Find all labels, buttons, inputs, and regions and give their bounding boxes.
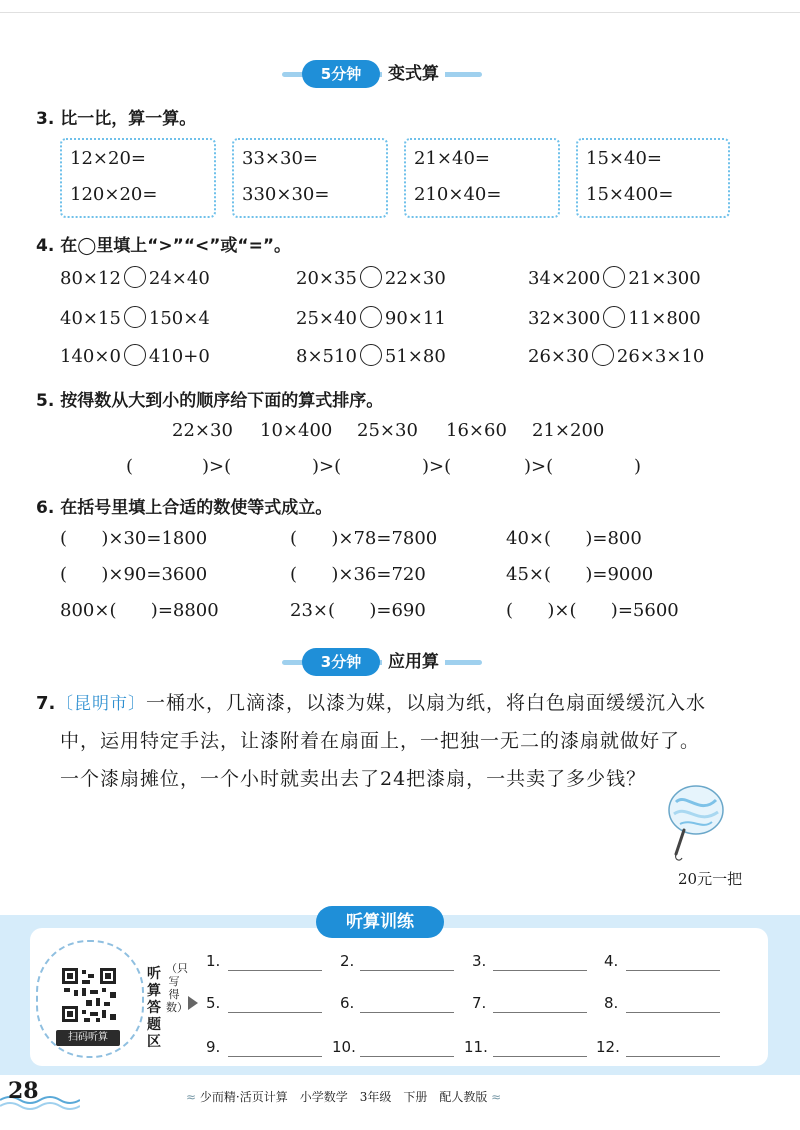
lacquer-fan-illustration	[650, 782, 730, 864]
answer-number: 3.	[472, 952, 487, 970]
answer-area-note: （只写得数）	[166, 962, 188, 1014]
q5-expr: 16×60	[446, 420, 507, 441]
q6-equation: 45×( )=9000	[506, 564, 654, 585]
q7-line-3: 一个漆扇摊位，一个小时就卖出去了24把漆扇，一共卖了多少钱？	[60, 768, 647, 790]
order-paren: )>(	[524, 456, 554, 477]
answer-number: 5.	[206, 994, 221, 1012]
q4-left: 40×15	[60, 308, 121, 329]
q4-item	[296, 344, 446, 367]
q3-expr: 210×40=	[414, 184, 502, 205]
question-7-number: 7.	[36, 693, 56, 714]
answer-number: 4.	[604, 952, 619, 970]
q4-item	[528, 266, 701, 289]
order-paren: )>(	[312, 456, 342, 477]
q4-right: 24×40	[148, 268, 210, 289]
q4-left: 32×300	[528, 308, 601, 329]
q3-box-3	[404, 138, 560, 218]
answer-line[interactable]	[626, 970, 720, 971]
answer-slot	[472, 952, 486, 970]
question-6-title: 6. 在括号里填上合适的数使等式成立。	[36, 498, 333, 518]
q3-box-4	[576, 138, 730, 218]
answer-line[interactable]	[360, 1056, 454, 1057]
q6-equation: ( )×78=7800	[290, 528, 438, 549]
q6-equation: ( )×90=3600	[60, 564, 208, 585]
q4-left: 80×12	[60, 268, 121, 289]
answer-line[interactable]	[493, 1012, 587, 1013]
q4-left: 20×35	[296, 268, 357, 289]
answer-slot	[206, 1038, 220, 1056]
q4-item	[296, 306, 446, 329]
time-badge: 3分钟	[302, 648, 380, 676]
q3-box-2	[232, 138, 388, 218]
answer-number: 6.	[340, 994, 355, 1012]
q7-text: 一桶水，几滴漆，以漆为媒，以扇为纸，将白色扇面缓缓沉入水	[146, 692, 707, 714]
question-4-title: 4. 在◯里填上“>”“<”或“=”。	[36, 236, 291, 256]
answer-line[interactable]	[626, 1056, 720, 1057]
section-banner-5min	[282, 60, 482, 88]
answer-number: 2.	[340, 952, 355, 970]
q3-box-1	[60, 138, 216, 218]
q4-right: 21×300	[628, 268, 701, 289]
q5-expr: 21×200	[532, 420, 605, 441]
q3-expr: 330×30=	[242, 184, 330, 205]
page-number: 28	[8, 1078, 39, 1104]
publication-info: 少而精·活页计算 小学数学 3年级 下册 配人教版	[199, 1090, 488, 1104]
answer-slot	[596, 1038, 620, 1056]
answer-slot	[206, 994, 220, 1012]
q4-right: 90×11	[384, 308, 446, 329]
scan-to-listen-label: 扫码听算	[56, 1030, 120, 1046]
q6-equation: ( )×( )=5600	[506, 600, 679, 621]
q4-left: 8×510	[296, 346, 357, 367]
compare-circle[interactable]	[124, 306, 146, 328]
answer-line[interactable]	[626, 1012, 720, 1013]
q4-left: 26×30	[528, 346, 589, 367]
question-5-title: 5. 按得数从大到小的顺序给下面的算式排序。	[36, 391, 384, 411]
q7-line-2: 中，运用特定手法，让漆附着在扇面上，一把独一无二的漆扇就做好了。	[60, 730, 701, 752]
answer-slot	[464, 1038, 488, 1056]
wave-icon: ≈	[491, 1090, 502, 1104]
compare-circle[interactable]	[603, 266, 625, 288]
answer-number: 7.	[472, 994, 487, 1012]
q5-expr: 10×400	[260, 420, 333, 441]
q3-expr: 33×30=	[242, 148, 318, 169]
answer-line[interactable]	[493, 1056, 587, 1057]
q3-expr: 21×40=	[414, 148, 490, 169]
q3-expr: 15×400=	[586, 184, 674, 205]
q4-item	[528, 306, 701, 329]
listening-title: 听算训练	[316, 906, 444, 938]
answer-slot	[604, 952, 618, 970]
answer-number: 11.	[464, 1038, 488, 1056]
answer-line[interactable]	[228, 970, 322, 971]
q6-equation: ( )×30=1800	[60, 528, 208, 549]
q6-equation: ( )×36=720	[290, 564, 426, 585]
q4-right: 26×3×10	[616, 346, 705, 367]
answer-slot	[332, 1038, 356, 1056]
order-paren: )>(	[202, 456, 232, 477]
answer-line[interactable]	[360, 970, 454, 971]
q4-item	[60, 266, 210, 289]
answer-slot	[206, 952, 220, 970]
answer-slot	[340, 994, 354, 1012]
section-banner-3min	[282, 648, 482, 676]
question-3-title: 3. 比一比，算一算。	[36, 109, 197, 129]
section-title: 变式算	[382, 60, 445, 88]
qr-code-icon[interactable]	[60, 966, 118, 1024]
top-rule	[0, 12, 800, 13]
order-paren: )>(	[422, 456, 452, 477]
order-paren: (	[126, 456, 134, 477]
q4-left: 140×0	[60, 346, 121, 367]
q4-right: 22×30	[384, 268, 446, 289]
region-tag: 〔昆明市〕	[56, 694, 146, 714]
answer-line[interactable]	[360, 1012, 454, 1013]
answer-line[interactable]	[228, 1056, 322, 1057]
q4-right: 51×80	[384, 346, 446, 367]
answer-number: 1.	[206, 952, 221, 970]
compare-circle[interactable]	[592, 344, 614, 366]
answer-slot	[604, 994, 618, 1012]
compare-circle[interactable]	[360, 306, 382, 328]
q4-item	[60, 344, 210, 367]
q7-line-1	[56, 684, 756, 723]
answer-slot	[340, 952, 354, 970]
compare-circle[interactable]	[360, 266, 382, 288]
order-paren: )	[634, 456, 642, 477]
q3-expr: 12×20=	[70, 148, 146, 169]
q6-equation: 800×( )=8800	[60, 600, 219, 621]
fan-price-label: 20元一把	[678, 870, 743, 888]
compare-circle[interactable]	[124, 266, 146, 288]
answer-slot	[472, 994, 486, 1012]
q4-item	[296, 266, 446, 289]
q6-equation: 40×( )=800	[506, 528, 642, 549]
time-badge: 5分钟	[302, 60, 380, 88]
answer-number: 10.	[332, 1038, 356, 1056]
q4-left: 34×200	[528, 268, 601, 289]
footer-text	[186, 1088, 616, 1105]
q6-equation: 23×( )=690	[290, 600, 426, 621]
answer-area-label: 听算答题区	[147, 966, 161, 1050]
q5-expr: 22×30	[172, 420, 233, 441]
q4-item	[528, 344, 704, 367]
q5-expr: 25×30	[357, 420, 418, 441]
compare-circle[interactable]	[360, 344, 382, 366]
q3-expr: 15×40=	[586, 148, 662, 169]
section-title: 应用算	[382, 648, 445, 676]
q4-right: 11×800	[628, 308, 701, 329]
wave-icon: ≈	[186, 1090, 197, 1104]
arrow-right-icon	[188, 996, 198, 1010]
answer-number: 12.	[596, 1038, 620, 1056]
q4-left: 25×40	[296, 308, 357, 329]
q4-right: 150×4	[148, 308, 210, 329]
compare-circle[interactable]	[603, 306, 625, 328]
q3-expr: 120×20=	[70, 184, 158, 205]
q4-right: 410+0	[148, 346, 210, 367]
answer-line[interactable]	[228, 1012, 322, 1013]
answer-number: 9.	[206, 1038, 221, 1056]
answer-line[interactable]	[493, 970, 587, 971]
compare-circle[interactable]	[124, 344, 146, 366]
q4-item	[60, 306, 210, 329]
answer-number: 8.	[604, 994, 619, 1012]
